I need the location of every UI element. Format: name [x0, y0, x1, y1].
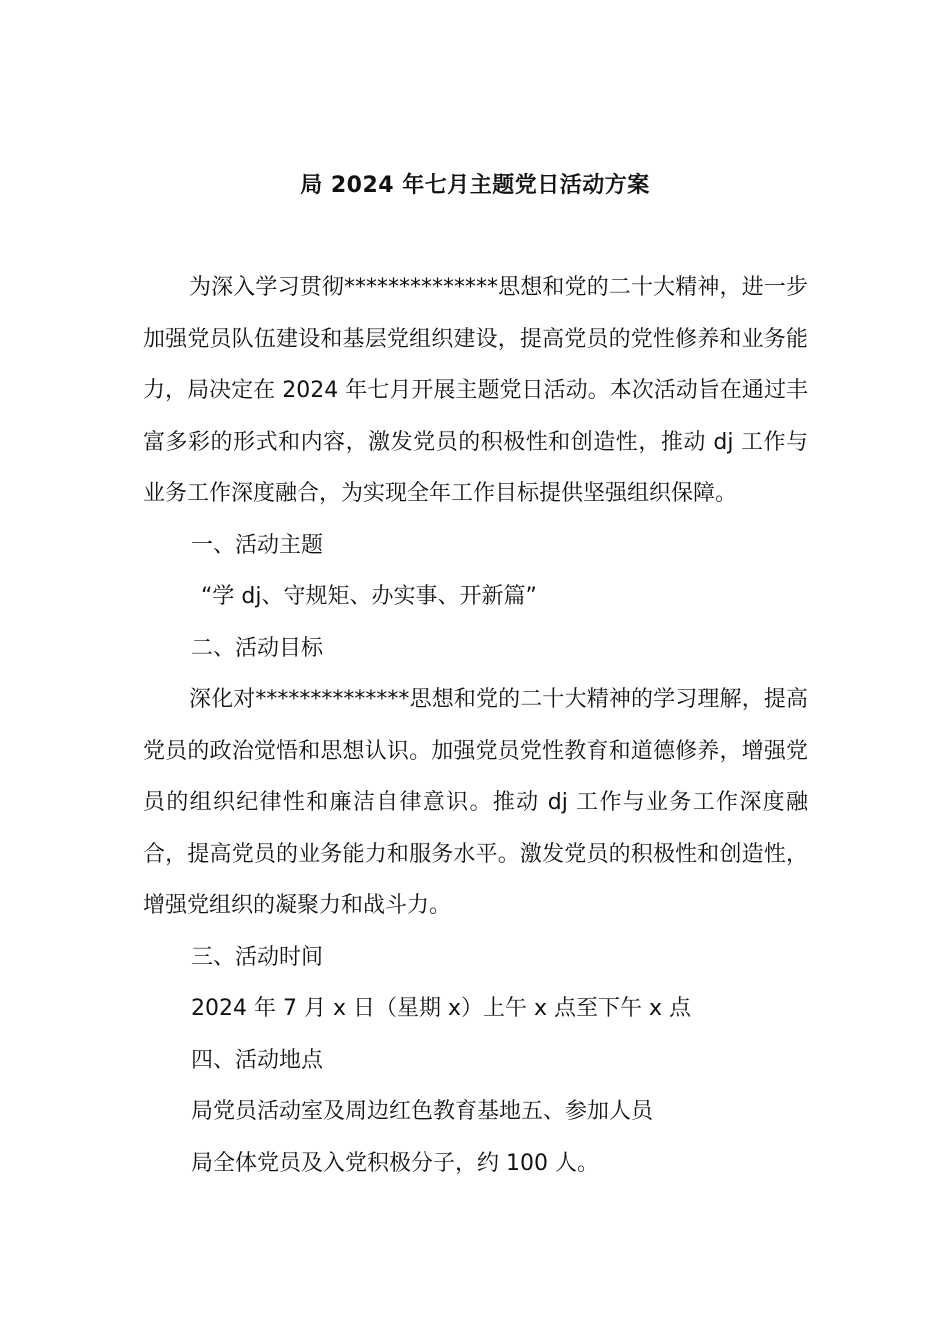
- section-heading-location: 四、活动地点: [191, 1047, 324, 1073]
- section-heading-theme: 一、活动主题: [191, 532, 324, 558]
- activity-location: 局党员活动室及周边红色教育基地五、参加人员: [191, 1099, 654, 1124]
- document-body: [143, 262, 808, 1189]
- theme-slogan: “学 dj、守规矩、办实事、开新篇”: [201, 584, 537, 609]
- section-heading-time: 三、活动时间: [191, 944, 324, 970]
- section-heading-goals: 二、活动目标: [191, 635, 324, 661]
- goals-paragraph: 深化对**************思想和党的二十大精神的学习理解，提高党员的政治觉悟和思想认识。加强党员党性教育和道德修养，增强党员的组织纪律性和廉洁自律意识。推动 dj 工作与业务工作深度融合，提高党员的业务能力和服务水平。激发党员的积极性和创造性，增强党组织的凝聚力和战斗力。: [143, 687, 808, 918]
- participants: 局全体党员及入党积极分子，约 100 人。: [191, 1150, 599, 1176]
- activity-time: 2024 年 7 月 x 日（星期 x）上午 x 点至下午 x 点: [191, 996, 691, 1021]
- document-title: 局 2024 年七月主题党日活动方案: [300, 173, 650, 198]
- intro-paragraph: 为深入学习贯彻**************思想和党的二十大精神，进一步加强党员队伍建设和基层党组织建设，提高党员的党性修养和业务能力，局决定在 2024 年七月开展主题党日活动。本次活动旨在通过丰富多彩的形式和内容，激发党员的积极性和创造性，推动 dj 工作与业务工作深度融合，为实现全年工作目标提供坚强组织保障。: [143, 275, 808, 506]
